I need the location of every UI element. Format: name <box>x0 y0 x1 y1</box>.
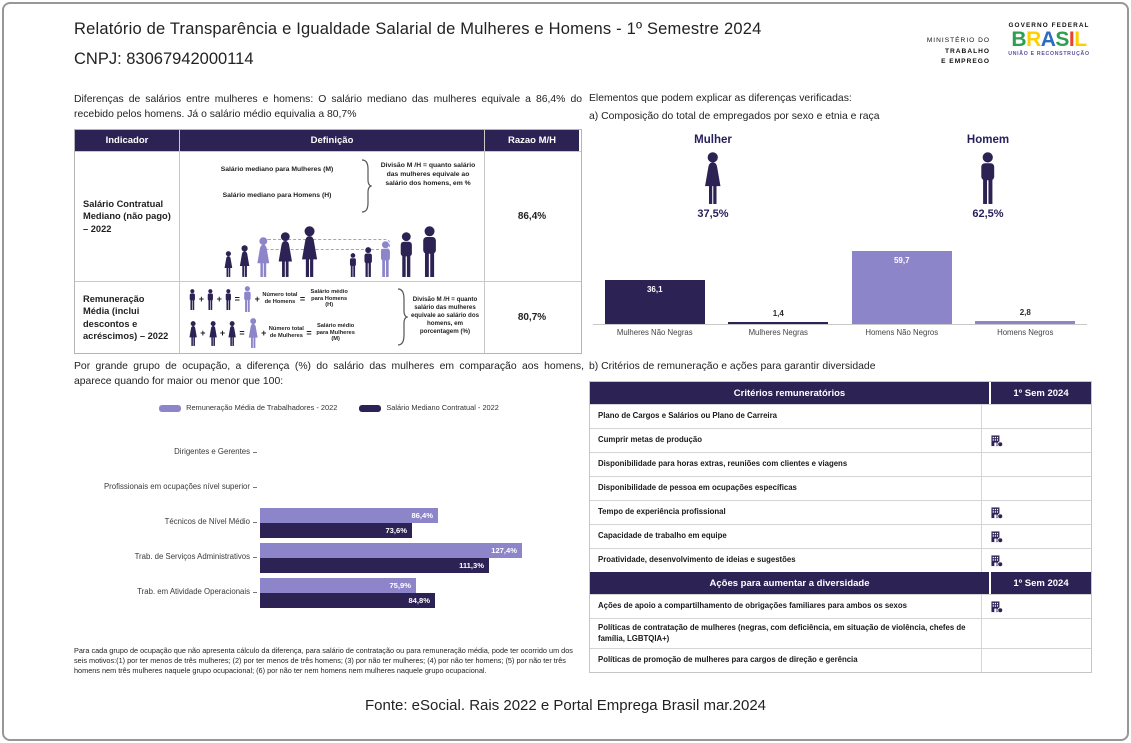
bar-value-label: 59,7 <box>893 256 910 265</box>
definition-cell <box>179 152 484 281</box>
ratio-value: 86,4% <box>484 152 579 281</box>
company-building-icon <box>991 507 1003 519</box>
company-building-icon <box>991 435 1003 447</box>
category-label: Profissionais em ocupações nível superior <box>103 482 250 492</box>
period-cell <box>981 525 1091 548</box>
bar-Salário Mediano Contratual - 2022: 84,8% <box>260 593 435 608</box>
bar-group <box>260 508 438 538</box>
female-percentage: 37,5% <box>697 208 729 220</box>
criterion-label: Proatividade, desenvolvimento de ideias e sugestões <box>598 555 796 565</box>
column-header: Critérios remuneratórios <box>733 387 846 399</box>
woman-icon <box>276 232 295 277</box>
right-section-title: Elementos que podem explicar as diferenças verificadas: <box>589 93 852 104</box>
woman-icon <box>227 321 237 346</box>
curly-brace <box>360 158 372 214</box>
criteria-table-header <box>590 382 1091 404</box>
brasil-logo <box>1002 29 1096 50</box>
occupation-row <box>74 575 582 610</box>
equation-text: + <box>216 294 222 304</box>
column-header: Definição <box>179 130 484 151</box>
legend-swatch-light <box>159 405 181 412</box>
legend-item <box>159 403 337 412</box>
criterion-label: Políticas de contratação de mulheres (negras, com deficiência, em situação de violência, chefes de família, LGBTQIA+) <box>598 623 966 643</box>
category-label: Homens Não Negros <box>865 328 939 337</box>
period-cell <box>981 429 1091 452</box>
equation-text: Número total de Homens <box>262 292 298 305</box>
column-header: Ações para aumentar a diversidade <box>709 577 870 589</box>
composition-category-labels <box>593 328 1087 340</box>
criterion-label: Tempo de experiência profissional <box>598 507 726 517</box>
man-icon <box>188 289 197 310</box>
equation-men <box>188 286 351 312</box>
period-cell <box>981 477 1091 500</box>
definition-note: Divisão M /H = quanto salário das mulheres equivale ao salário dos homens, em % <box>380 162 476 187</box>
legend-item <box>359 403 499 412</box>
legend-swatch-dark <box>359 405 381 412</box>
category-label: Trab. em Atividade Operacionais <box>137 587 250 597</box>
man-icon <box>378 241 393 277</box>
man-icon <box>206 289 215 310</box>
median-pictogram <box>180 226 484 277</box>
equation-text: Número total de Mulheres <box>268 326 304 339</box>
woman-icon <box>247 318 259 348</box>
category-label: Trab. de Serviços Administrativos <box>134 552 250 562</box>
woman-icon <box>702 152 724 204</box>
equation-women <box>188 318 358 348</box>
bar-value-label: 2,8 <box>1019 307 1031 317</box>
period-cell <box>981 619 1091 648</box>
occupation-row <box>74 505 582 540</box>
ratio-value: 80,7% <box>484 282 579 353</box>
chart-footnote: Para cada grupo de ocupação que não apresenta cálculo da diferença, para salário de contratação ou para remuneração média, pode ter ocorrido um dos seis motivos:(1) por ter menos de três mulheres; (2) por ter menos de três homens; (3) por não ter mulheres; (4) por não ter homens; (5) por não ter três homens nem três mulheres naquele grupo ocupacional; (6) por não ter nem homens nem mulheres naquele grupo ocupacional. <box>74 646 573 675</box>
actions-table-header <box>590 572 1091 594</box>
equation-text: = <box>234 294 240 304</box>
indicator-table <box>74 129 582 354</box>
uniao-reconstrucao-label: UNIÃO E RECONSTRUÇÃO <box>1008 51 1090 57</box>
period-cell <box>981 453 1091 476</box>
criterion-label: Ações de apoio a compartilhamento de obrigações familiares para ambos os sexos <box>598 601 907 611</box>
page-title: Relatório de Transparência e Igualdade Salarial de Mulheres e Homens - 1º Semestre 2024 <box>74 20 762 38</box>
equation-text: + <box>219 328 226 338</box>
brasil-letter: A <box>1040 28 1056 51</box>
table-row <box>590 452 1091 476</box>
equation-text: = <box>239 328 245 338</box>
table-row <box>590 476 1091 500</box>
man-icon <box>224 289 233 310</box>
brasil-letter: S <box>1055 28 1069 51</box>
governo-federal-logo <box>1002 22 1096 57</box>
bar-group <box>260 543 522 573</box>
table-row <box>75 281 581 353</box>
criterion-label: Capacidade de trabalho em equipe <box>598 531 727 541</box>
man-icon <box>419 226 440 277</box>
occupation-bar-chart <box>74 435 582 610</box>
axis-tick <box>253 452 257 453</box>
brasil-letter: B <box>1011 28 1027 51</box>
bar-Homens Negros <box>975 321 1075 324</box>
company-building-icon <box>991 531 1003 543</box>
woman-icon <box>255 237 272 277</box>
bar-Salário Mediano Contratual - 2022: 73,6% <box>260 523 412 538</box>
category-label: Mulheres Não Negras <box>616 328 693 337</box>
company-building-icon <box>991 555 1003 567</box>
category-label: Mulheres Negras <box>748 328 808 337</box>
section-b-title: b) Critérios de remuneração e ações para garantir diversidade <box>589 361 876 372</box>
criteria-rows <box>590 404 1091 572</box>
female-label: Mulher <box>694 134 732 146</box>
occupation-heading: Por grande grupo de ocupação, a diferença (%) do salário das mulheres em comparação aos homens, aparece quando for maior ou menor que 100: <box>74 361 584 387</box>
man-icon <box>362 247 374 277</box>
table-row <box>590 428 1091 452</box>
definition-cell <box>179 282 484 353</box>
bar-Salário Mediano Contratual - 2022: 111,3% <box>260 558 489 573</box>
category-label: Homens Negros <box>997 328 1054 337</box>
male-percentage: 62,5% <box>972 208 1004 220</box>
axis-tick <box>253 487 257 488</box>
occupation-row <box>74 540 582 575</box>
man-icon <box>348 253 358 277</box>
criterion-label: Disponibilidade para horas extras, reuniões com clientes e viagens <box>598 459 848 469</box>
table-row <box>590 500 1091 524</box>
period-cell <box>981 549 1091 572</box>
woman-icon <box>238 245 251 277</box>
woman-icon <box>299 226 320 277</box>
criterion-label: Políticas de promoção de mulheres para cargos de direção e gerência <box>598 655 858 665</box>
man-icon <box>977 152 999 204</box>
table-row <box>75 151 581 281</box>
equation-text: Salário médio para Homens (H) <box>310 288 348 309</box>
bar-Homens Não Negros <box>852 251 952 324</box>
period-cell <box>981 595 1091 618</box>
male-icon-box <box>933 152 1043 204</box>
table-row <box>590 404 1091 428</box>
equation-text: = <box>299 294 306 304</box>
definition-note: Divisão M /H = quanto salário das mulheres equivale ao salário dos homens, em porcentagem (%) <box>410 296 480 336</box>
bar-Mulheres Negras <box>728 322 828 324</box>
ministry-line: TRABALHO <box>945 47 990 55</box>
table-row <box>590 618 1091 648</box>
legend-label: Remuneração Média de Trabalhadores - 2022 <box>186 403 338 412</box>
woman-icon <box>223 251 234 277</box>
table-row <box>590 548 1091 572</box>
period-cell <box>981 649 1091 672</box>
intro-paragraph: Diferenças de salários entre mulheres e homens: O salário mediano das mulheres equivale a 86,4% do recebido pelos homens. Já o salário médio equivalia a 80,7% <box>74 94 582 120</box>
criterion-label: Disponibilidade de pessoa em ocupações específicas <box>598 483 797 493</box>
period-cell <box>981 405 1091 428</box>
brasil-letter: R <box>1026 28 1041 51</box>
man-icon <box>397 232 416 277</box>
column-header: 1º Sem 2024 <box>989 572 1091 594</box>
equation-text: + <box>200 328 206 338</box>
governo-federal-label: GOVERNO FEDERAL <box>1008 22 1090 29</box>
equation-text: = <box>306 328 312 338</box>
equation-text: Salário médio para Mulheres (M) <box>316 322 355 343</box>
column-header: Razao M/H <box>484 130 579 151</box>
table-row <box>590 524 1091 548</box>
bar-Mulheres Não Negras <box>605 280 705 324</box>
brasil-letter: I <box>1068 28 1075 51</box>
company-building-icon <box>991 601 1003 613</box>
bar-Remuneração Média de Trabalhadores - 2022: 127,4% <box>260 543 522 558</box>
chart-legend <box>74 403 584 412</box>
equation-text: + <box>254 294 260 304</box>
bar-value-label: 36,1 <box>646 284 663 294</box>
table-row <box>590 594 1091 618</box>
legend-label: Salário Mediano Contratual - 2022 <box>386 403 499 412</box>
male-label: Homem <box>966 134 1010 146</box>
definition-line: Salário mediano para Mulheres (M) <box>220 166 334 173</box>
woman-icon <box>208 321 218 346</box>
actions-rows <box>590 594 1091 672</box>
indicator-name: Remuneração Média (inclui descontos e acréscimos) – 2022 <box>83 294 169 341</box>
criterion-label: Cumprir metas de produção <box>598 435 702 445</box>
composition-bar-chart <box>593 238 1087 325</box>
category-label: Dirigentes e Gerentes <box>174 447 250 457</box>
indicator-name: Salário Contratual Mediano (não pago) – 2022 <box>83 199 171 234</box>
bar-group <box>260 578 435 608</box>
man-icon <box>242 286 253 312</box>
female-icon-box <box>658 152 768 204</box>
equation-text: + <box>261 328 267 338</box>
ministry-line: E EMPREGO <box>941 58 990 66</box>
column-header: Indicador <box>75 130 179 151</box>
criteria-table <box>589 381 1092 673</box>
brasil-letter: L <box>1074 28 1087 51</box>
bar-Remuneração Média de Trabalhadores - 2022: 75,9% <box>260 578 416 593</box>
criterion-label: Plano de Cargos e Salários ou Plano de Carreira <box>598 411 777 421</box>
woman-icon <box>188 321 198 346</box>
source-footer: Fonte: eSocial. Rais 2022 e Portal Emprega Brasil mar.2024 <box>364 697 767 714</box>
ministry-logo <box>878 36 990 68</box>
occupation-row <box>74 435 582 470</box>
ministry-line: MINISTÉRIO DO <box>926 37 990 44</box>
period-cell <box>981 501 1091 524</box>
bar-value-label: 1,4 <box>772 309 784 318</box>
occupation-row <box>74 470 582 505</box>
axis-tick <box>253 557 257 558</box>
definition-line: Salário mediano para Homens (H) <box>222 192 332 199</box>
axis-tick <box>253 592 257 593</box>
bar-Remuneração Média de Trabalhadores - 2022: 86,4% <box>260 508 438 523</box>
cnpj-line: CNPJ: 83067942000114 <box>74 50 254 68</box>
curly-brace <box>396 287 408 347</box>
section-a-title: a) Composição do total de empregados por sexo e etnia e raça <box>589 111 880 122</box>
axis-tick <box>253 522 257 523</box>
indicator-table-header <box>75 130 581 151</box>
equation-text: + <box>198 294 204 304</box>
category-label: Técnicos de Nível Médio <box>164 517 250 527</box>
column-header: 1º Sem 2024 <box>989 382 1091 404</box>
table-row <box>590 648 1091 672</box>
